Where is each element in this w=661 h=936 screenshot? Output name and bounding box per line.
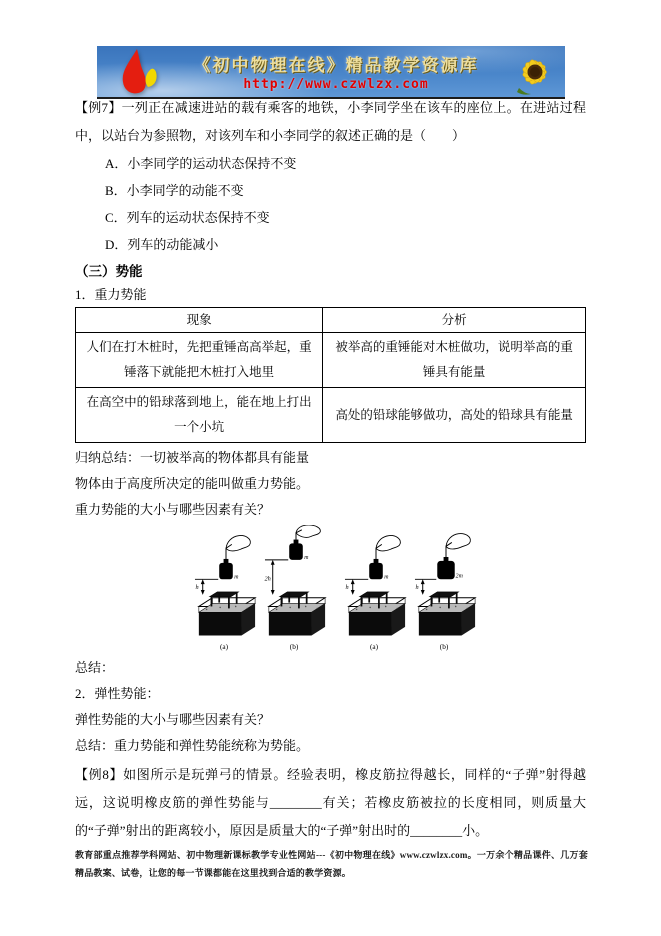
gravity-pe-experiment-figure <box>193 525 586 653</box>
figure-panel-3 <box>343 525 409 653</box>
panel-caption: (a) <box>220 643 229 652</box>
panel-caption: (a) <box>370 643 379 652</box>
document-body <box>75 94 586 845</box>
cell-phenomenon-hammer: 人们在打木桩时，先把重锤高高举起，重锤落下就能把木桩打入地里 <box>76 333 323 388</box>
header-phenomenon: 现象 <box>76 308 323 333</box>
example8-text: 【例8】如图所示是玩弹弓的情景。经验表明，橡皮筋拉得越长，同样的“子弹”射得越远，这说明橡皮筋的弹性势能与________有关；若橡皮筋被拉的长度相同，则质量大的“子弹”射出的距离较小，原因是质量大的“子弹”射出时的________小。 <box>75 767 586 838</box>
hand-icon <box>296 525 320 537</box>
section-heading-potential-energy: （三）势能 <box>75 264 143 279</box>
option-a: A．小李同学的运动状态保持不变 <box>105 156 297 171</box>
summary-pe-definition: 总结：重力势能和弹性势能统称为势能。 <box>75 738 310 753</box>
height-label: 2h <box>264 575 271 583</box>
table-row <box>76 388 586 443</box>
header-analysis: 分析 <box>323 308 586 333</box>
weight-label: 2m <box>455 573 463 580</box>
hand-icon <box>226 536 250 551</box>
cell-analysis-shotput: 高处的铅球能够做功，高处的铅球具有能量 <box>323 388 586 443</box>
phenomenon-analysis-table <box>75 307 586 443</box>
sunflower-icon <box>509 47 561 97</box>
banner-url: http://www.czwlzx.com <box>243 77 429 92</box>
panel-caption: (b) <box>439 643 449 652</box>
question-elastic-pe-factors: 弹性势能的大小与哪些因素有关？ <box>75 712 271 727</box>
hand-icon <box>446 534 470 549</box>
example7-text: 【例7】一列正在减速进站的载有乘客的地铁，小李同学坐在该车的座位上。在进站过程中，以站台为参照物，对该列车和小李同学的叙述正确的是（ ） <box>75 100 586 143</box>
figure-panel-1 <box>193 525 259 653</box>
definition-gravitational-pe: 物体由于高度所决定的能叫做重力势能。 <box>75 476 310 491</box>
subheading-gravitational-pe: 1．重力势能 <box>75 287 147 302</box>
height-label: h <box>415 584 419 591</box>
hand-icon <box>376 536 400 551</box>
banner-title: 《初中物理在线》精品教学资源库 <box>193 56 479 75</box>
weight-label: m <box>384 574 389 581</box>
site-logo-icon <box>113 47 163 97</box>
footer-promo-text: 教育部重点推荐学科网站、初中物理新课标教学专业性网站---《初中物理在线》www.czwlzx.com。一万余个精品课件、几万套精品教案、试卷，让您的每一节课都能在这里找到合适的教学资源。 <box>75 850 588 878</box>
summary-blank: 总结： <box>75 660 115 675</box>
option-b: B．小李同学的动能不变 <box>105 183 244 198</box>
weight-label: m <box>234 574 239 581</box>
question-gravitational-pe-factors: 重力势能的大小与哪些因素有关？ <box>75 502 271 517</box>
height-label: h <box>345 584 349 591</box>
subheading-elastic-pe: 2．弹性势能： <box>75 686 160 701</box>
site-banner <box>97 46 565 99</box>
banner-text-block <box>163 51 509 92</box>
option-c: C．列车的运动状态保持不变 <box>105 210 270 225</box>
table-header-row <box>76 308 586 333</box>
panel-caption: (b) <box>289 643 299 652</box>
height-label: h <box>195 584 199 591</box>
cell-analysis-hammer: 被举高的重锤能对木桩做功，说明举高的重锤具有能量 <box>323 333 586 388</box>
cell-phenomenon-shotput: 在高空中的铅球落到地上，能在地上打出一个小坑 <box>76 388 323 443</box>
figure-panel-4 <box>413 525 479 653</box>
example7-options <box>75 150 586 258</box>
weight-label: m <box>304 554 309 561</box>
table-row <box>76 333 586 388</box>
option-d: D．列车的动能减小 <box>105 237 219 252</box>
summary-all-raised-objects: 归纳总结：一切被举高的物体都具有能量 <box>75 450 310 465</box>
figure-panel-2 <box>263 525 329 653</box>
